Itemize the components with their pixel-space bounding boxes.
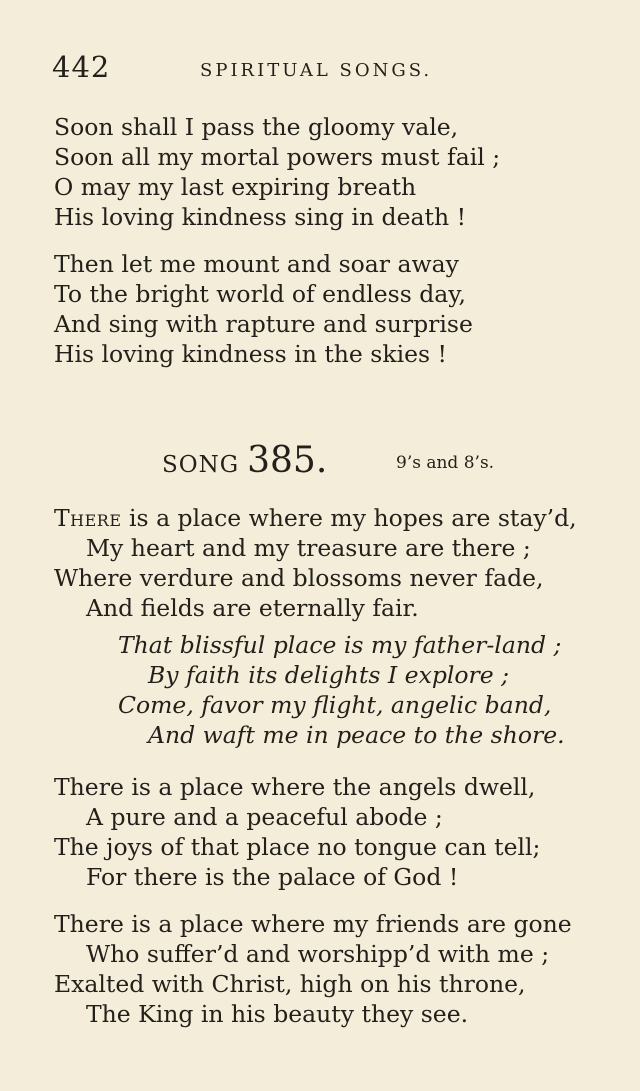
chorus-line: By faith its delights I explore ; (148, 661, 510, 689)
verse-line: Exalted with Christ, high on his throne, (54, 970, 526, 998)
first-line-rest: is a place where my hopes are stay’d, (121, 504, 577, 532)
song-label: SONG (162, 452, 240, 478)
verse-line: There is a place where the angels dwell, (54, 773, 536, 801)
song-number: 385. (247, 440, 328, 481)
verse-line: There is a place where my friends are gone (54, 910, 572, 938)
verse-line: And sing with rapture and surprise (54, 310, 473, 338)
verse-line: Who suffer’d and worshipp’d with me ; (86, 940, 550, 968)
verse-line: My heart and my treasure are there ; (86, 534, 531, 562)
verse-line: Where verdure and blossoms never fade, (54, 564, 544, 592)
verse-line: A pure and a peaceful abode ; (86, 803, 443, 831)
running-head: SPIRITUAL SONGS. (200, 60, 433, 81)
song-meter: 9’s and 8’s. (396, 453, 495, 473)
verse-line: His loving kindness in the skies ! (54, 340, 447, 368)
page-header (52, 50, 612, 90)
first-word: There (54, 504, 122, 532)
verse-line: His loving kindness sing in death ! (54, 203, 467, 231)
verse-line: And fields are eternally fair. (86, 594, 419, 622)
chorus-line: Come, favor my flight, angelic band, (118, 691, 552, 719)
chorus-line: That blissful place is my father-land ; (118, 631, 562, 659)
chorus-line: And waft me in peace to the shore. (148, 721, 565, 749)
verse-line: Soon all my mortal powers must fail ; (54, 143, 501, 171)
verse-line: Then let me mount and soar away (54, 250, 459, 278)
verse-line: The King in his beauty they see. (86, 1000, 469, 1028)
page-number: 442 (52, 50, 111, 84)
verse-line: Soon shall I pass the gloomy vale, (54, 113, 459, 141)
verse-line (54, 503, 577, 533)
verse-line: To the bright world of endless day, (54, 280, 466, 308)
verse-line: O may my last expiring breath (54, 173, 417, 201)
song-title (162, 440, 327, 481)
verse-line: For there is the palace of God ! (86, 863, 459, 891)
verse-line: The joys of that place no tongue can tell; (54, 833, 541, 861)
